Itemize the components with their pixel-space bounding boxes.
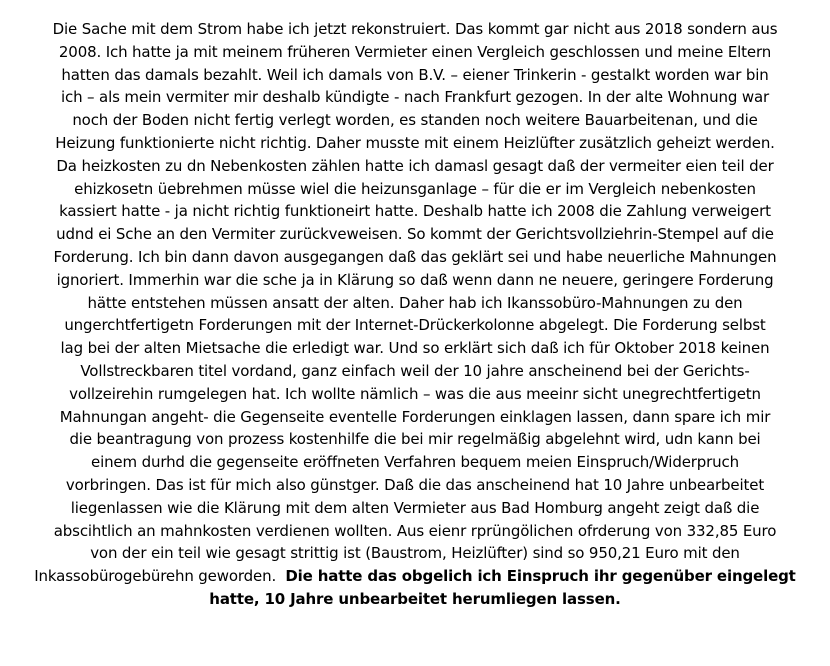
text-line-14: ungerchtfertigetn Forderungen mit der Internet-Drückerkolonne abgelegt. Die Forderung selbst — [64, 316, 766, 335]
text-line-16: Vollstreckbaren titel vordand, ganz einfach weil der 10 jahre anscheinend bei der Gerichts- — [80, 361, 750, 380]
letter-text — [6, 18, 824, 611]
text-line-17: vollzeirehin rumgelegen hat. Ich wollte nämlich – was die aus meeinr sicht unegrechtfertigetn — [69, 384, 761, 403]
text-line-6: Heizung funktionierte nicht richtig. Daher musste mit einem Heizlüfter zusätzlich geheizt werden. — [55, 133, 775, 152]
text-line-15: lag bei der alten Mietsache die erledigt war. Und so erklärt sich daß ich für Oktober 2018 keinen — [60, 339, 770, 358]
text-line-11: Forderung. Ich bin dann davon ausgegangen daß das geklärt sei und habe neuerliche Mahnungen — [53, 247, 777, 266]
text-line-24: von der ein teil wie gesagt strittig ist (Baustrom, Heizlüfter) sind so 950,21 Euro mit den — [90, 544, 740, 563]
text-line-19: die beantragung von prozess kostenhilfe die bei mir regelmäßig abgelehnt wird, udn kann bei — [69, 430, 761, 449]
text-line-25 — [6, 565, 824, 588]
text-line-1: Die Sache mit dem Strom habe ich jetzt rekonstruiert. Das kommt gar nicht aus 2018 sondern aus — [52, 20, 778, 38]
text-line-20: einem durhd die gegenseite eröffneten Verfahren bequem meien Einspruch/Widerpruch — [90, 453, 739, 472]
text-line-5: noch der Boden nicht fertig verlegt worden, es standen noch weitere Bauarbeitenan, und die — [72, 111, 758, 130]
text-line-18: Mahnungan angeht- die Gegenseite eventelle Forderungen einklagen lassen, dann spare ich mir — [59, 407, 771, 426]
text-line-4: ich – als mein vermiter mir deshalb kündigte - nach Frankfurt gezogen. In der alte Wohnung war — [60, 88, 770, 107]
text-line-10: udnd ei Sche an den Vermiter zurückveweisen. So kommt der Gerichtsvollziehrin-Stempel auf die — [56, 225, 774, 244]
text-line-3: hatten das damals bezahlt. Weil ich damals von B.V. – eiener Trinkerin - gestalkt worden war bin — [61, 65, 769, 84]
text-line-21: vorbringen. Das ist für mich also günstger. Daß die das anscheinend hat 10 Jahre unbearbeitet — [65, 475, 765, 494]
text-line-23: abscihtlich an mahnkosten verdienen wollten. Aus eienr rprüngölichen ofrderung von 332,85 Euro — [53, 521, 777, 540]
text-line-8: ehizkosetn üebrehmen müsse wiel die heizunsganlage – für die er im Vergleich nebenkosten — [74, 179, 756, 198]
text-line-9: kassiert hatte - ja nicht richtig funktioneirt hatte. Deshalb hatte ich 2008 die Zahlung verweigert — [59, 202, 771, 221]
text-line-12: ignoriert. Immerhin war die sche ja in Klärung so daß wenn dann ne neuere, geringere Forderung — [56, 270, 774, 289]
text-line-13: hätte entstehen müssen ansatt der alten. Daher hab ich Ikanssobüro-Mahnungen zu den — [87, 293, 743, 312]
text-line-22: liegenlassen wie die Klärung mit dem alten Vermieter aus Bad Homburg angeht zeigt daß die — [70, 498, 760, 517]
text-line-7: Da heizkosten zu dn Nebenkosten zählen hatte ich damasl gesagt daß der vermeiter eien teil der — [56, 156, 774, 175]
text-line-26: hatte, 10 Jahre unbearbeitet herumliegen lassen. — [209, 589, 621, 608]
text-line-25-normal: Inkassobürogebürehn geworden. — [34, 567, 286, 586]
text-line-2: 2008. Ich hatte ja mit meinem früheren Vermieter einen Vergleich geschlossen und meine Eltern — [58, 42, 772, 61]
text-line-25-bold: Die hatte das obgelich ich Einspruch ihr gegenüber eingelegt — [285, 567, 796, 586]
